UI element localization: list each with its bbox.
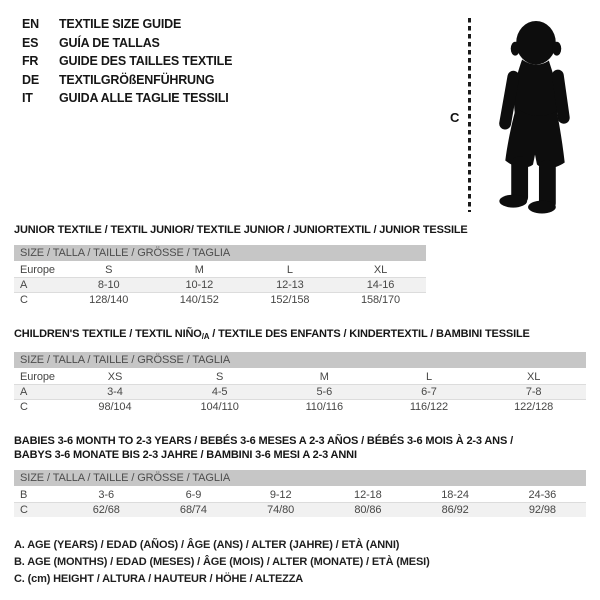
cell: XS [63,369,168,385]
cell: 7-8 [481,385,586,400]
header [14,12,586,214]
lang-title: GUÍA DE TALLAS [59,35,160,50]
legend-notes [14,537,586,588]
row-label: A [14,385,63,400]
table-row [14,262,426,278]
table-row [14,503,586,518]
row-label: B [14,487,63,503]
lang-row-fr [22,52,232,71]
lang-row-en [22,15,232,34]
lang-row-es [22,34,232,53]
cell: 24-36 [499,487,586,503]
cell: 6-7 [377,385,482,400]
lang-title: GUIDE DES TAILLES TEXTILE [59,54,233,68]
cell: L [245,262,336,278]
cell: L [377,369,482,385]
cell: M [272,369,377,385]
children-title-subscript: /A [201,332,210,341]
cell: 128/140 [63,293,154,308]
size-header-bar: SIZE / TALLA / TAILLE / GRÖSSE / TAGLIA [14,470,586,487]
cell: 18-24 [411,487,498,503]
cell: XL [481,369,586,385]
language-title-list [22,15,232,108]
junior-size-table [14,245,426,307]
lang-title: GUIDA ALLE TAGLIE TESSILI [59,91,229,105]
cell: 10-12 [154,278,245,293]
babies-title-line2: BABYS 3-6 MONATE BIS 2-3 JAHRE / BAMBINI 3-6 MESI A 2-3 ANNI [14,449,357,461]
cell: XL [335,262,426,278]
baby-silhouette-illustration [488,16,582,214]
size-header-bar: SIZE / TALLA / TAILLE / GRÖSSE / TAGLIA [14,245,426,262]
cell: 80/86 [324,503,411,518]
table-row [14,278,426,293]
row-label: Europe [14,369,63,385]
babies-section-title [14,434,586,462]
cell: 98/104 [63,400,168,415]
cell: 62/68 [63,503,150,518]
height-measure-dashed-line [468,18,471,212]
cell: 12-18 [324,487,411,503]
cell: S [63,262,154,278]
lang-code: IT [22,91,33,105]
cell: 86/92 [411,503,498,518]
note-age-months: B. AGE (MONTHS) / EDAD (MESES) / ÂGE (MOIS) / ALTER (MONATE) / ETÀ (MESI) [14,556,430,568]
cell: 92/98 [499,503,586,518]
row-label: C [14,400,63,415]
table-row [14,385,586,400]
cell: 3-6 [63,487,150,503]
lang-code: EN [22,17,39,31]
lang-code: FR [22,54,39,68]
cell: 116/122 [377,400,482,415]
cell: 74/80 [237,503,324,518]
cell: 3-4 [63,385,168,400]
junior-section-title: JUNIOR TEXTILE / TEXTIL JUNIOR/ TEXTILE JUNIOR / JUNIORTEXTIL / JUNIOR TESSILE [14,224,468,236]
table-row [14,293,426,308]
row-label: C [14,293,63,308]
note-age-years: A. AGE (YEARS) / EDAD (AÑOS) / ÂGE (ANS) / ALTER (JAHRE) / ETÀ (ANNI) [14,539,400,551]
lang-row-it [22,89,232,108]
cell: 12-13 [245,278,336,293]
cell: 4-5 [167,385,272,400]
cell: 152/158 [245,293,336,308]
cell: 6-9 [150,487,237,503]
table-row [14,400,586,415]
babies-title-line1: BABIES 3-6 MONTH TO 2-3 YEARS / BEBÉS 3-6 MESES A 2-3 AÑOS / BÉBÉS 3-6 MOIS À 2-3 ANS / [14,435,513,447]
cell: 68/74 [150,503,237,518]
lang-title: TEXTILE SIZE GUIDE [59,17,182,31]
row-label: C [14,503,63,518]
height-marker-label: C [450,110,460,125]
height-figure [438,12,586,214]
cell: 9-12 [237,487,324,503]
cell: 122/128 [481,400,586,415]
lang-code: DE [22,72,39,87]
lang-code: ES [22,35,39,50]
cell: 5-6 [272,385,377,400]
row-label: A [14,278,63,293]
cell: 8-10 [63,278,154,293]
cell: S [167,369,272,385]
cell: 104/110 [167,400,272,415]
cell: 140/152 [154,293,245,308]
children-size-table [14,352,586,414]
cell: 14-16 [335,278,426,293]
table-row [14,487,586,503]
table-header-row [14,470,586,487]
size-header-bar: SIZE / TALLA / TAILLE / GRÖSSE / TAGLIA [14,352,586,369]
row-label: Europe [14,262,63,278]
cell: 110/116 [272,400,377,415]
lang-row-de [22,71,232,90]
babies-size-table [14,470,586,517]
cell: 158/170 [335,293,426,308]
children-title-part1: CHILDREN'S TEXTILE / TEXTIL NIÑO [14,328,202,340]
table-header-row [14,352,586,369]
children-section-title [14,327,586,344]
children-title-part2: / TEXTILE DES ENFANTS / KINDERTEXTIL / BAMBINI TESSILE [209,328,530,340]
note-height-cm: C. (cm) HEIGHT / ALTURA / HAUTEUR / HÖHE / ALTEZZA [14,573,304,585]
table-header-row [14,245,426,262]
cell: M [154,262,245,278]
lang-title: TEXTILGRÖßENFÜHRUNG [59,72,215,87]
table-row [14,369,586,385]
